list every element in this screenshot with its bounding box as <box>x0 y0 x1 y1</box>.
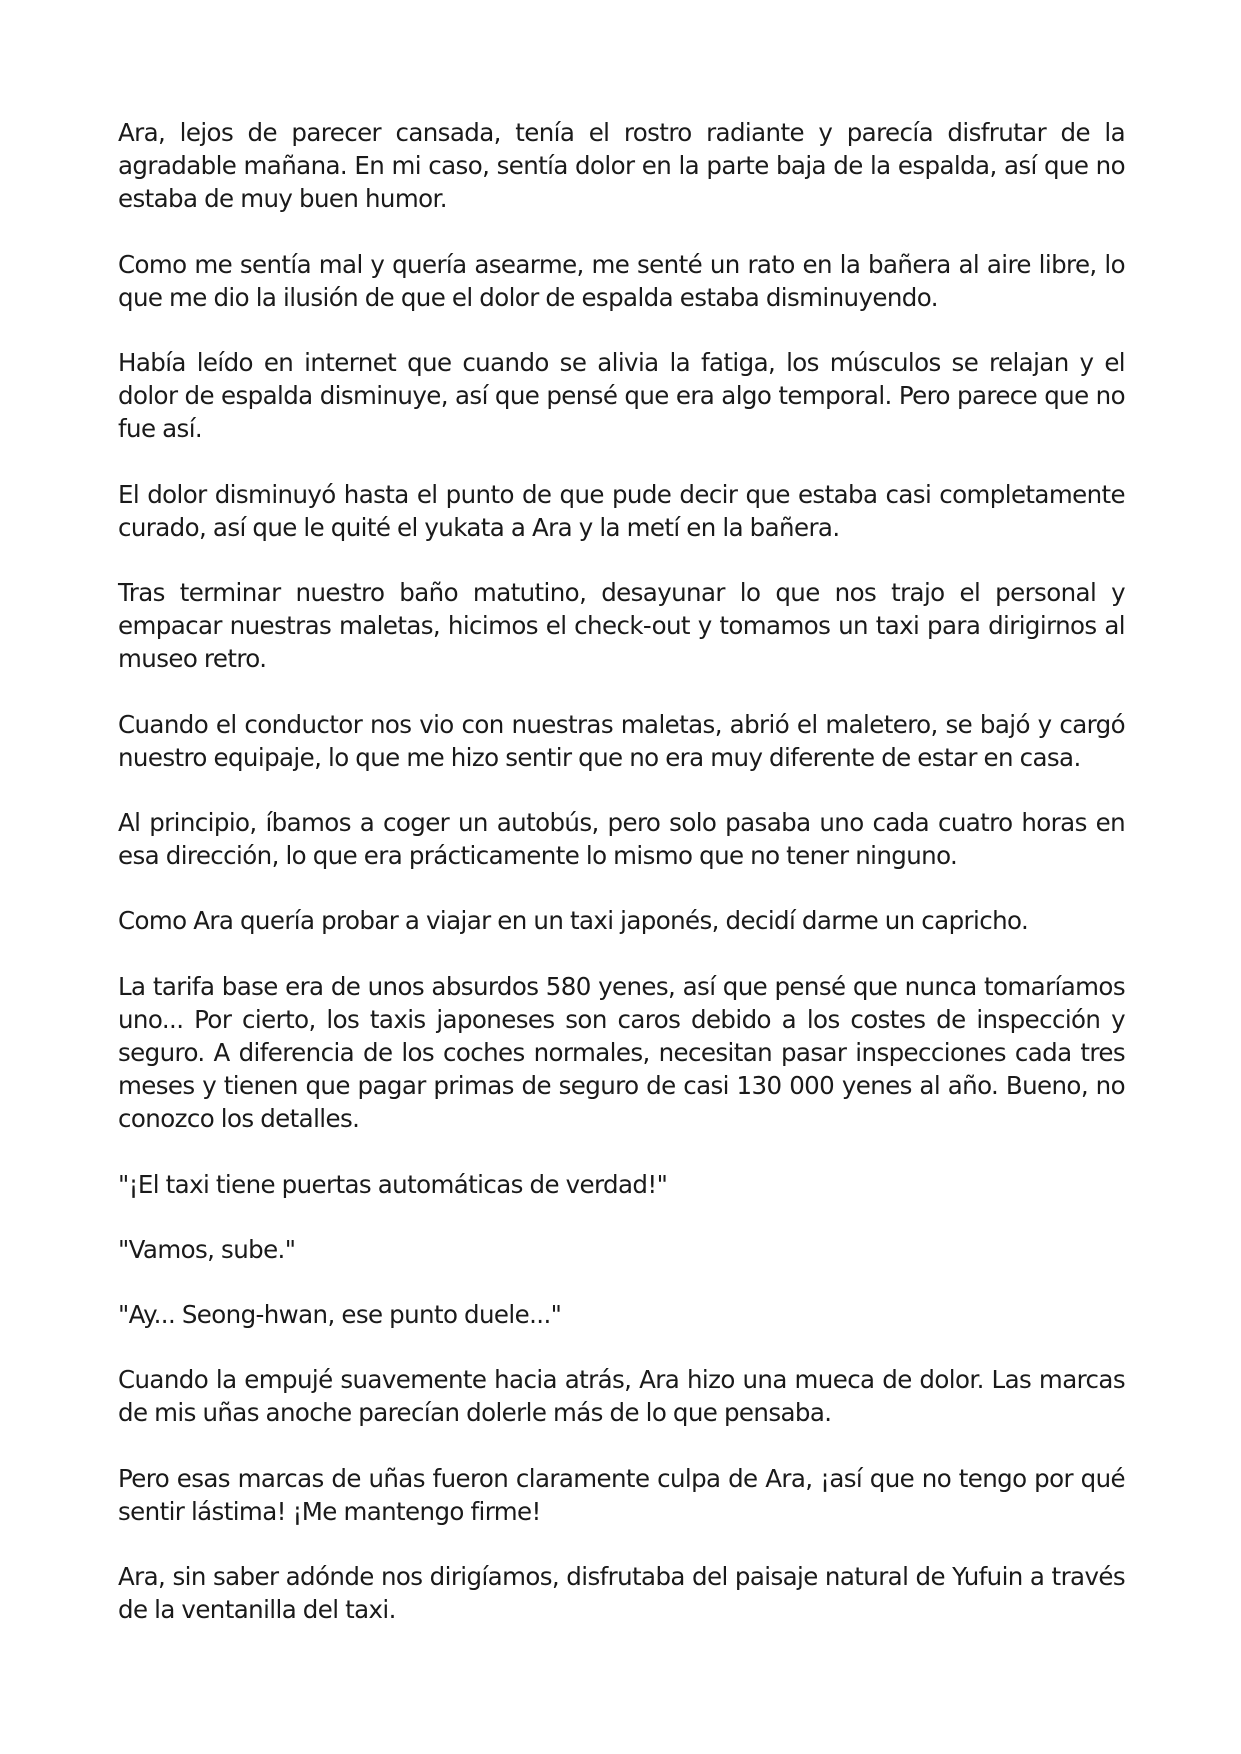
paragraph-5: Tras terminar nuestro baño matutino, desayunar lo que nos trajo el personal y empacar nuestras maletas, hicimos el check-out y tomamos un taxi para dirigirnos al museo retro. <box>118 578 1125 674</box>
dialogue-3: "Ay... Seong-hwan, ese punto duele..." <box>118 1300 562 1330</box>
paragraph-4: El dolor disminuyó hasta el punto de que pude decir que estaba casi completamente curado, así que le quité el yukata a Ara y la metí en la bañera. <box>118 479 1125 542</box>
paragraph-12: Ara, sin saber adónde nos dirigíamos, disfrutaba del paisaje natural de Yufuin a través de la ventanilla del taxi. <box>118 1562 1125 1625</box>
paragraph-3: Había leído en internet que cuando se alivia la fatiga, los músculos se relajan y el dolor de espalda disminuye, así que pensé que era algo temporal. Pero parece que no fue así. <box>118 348 1125 444</box>
paragraph-8: Como Ara quería probar a viajar en un taxi japonés, decidí darme un capricho. <box>118 906 1029 936</box>
paragraph-1: Ara, lejos de parecer cansada, tenía el rostro radiante y parecía disfrutar de la agradable mañana. En mi caso, sentía dolor en la parte baja de la espalda, así que no estaba de muy buen humor. <box>118 118 1125 214</box>
paragraph-9: La tarifa base era de unos absurdos 580 yenes, así que pensé que nunca tomaríamos uno... Por cierto, los taxis japoneses son caros debido a los costes de inspección y seguro. A diferencia de los coches normales, necesitan pasar inspecciones cada tres meses y tienen que pagar primas de seguro de casi 130 000 yenes al año. Bueno, no conozco los detalles. <box>118 971 1125 1134</box>
paragraph-2: Como me sentía mal y quería asearme, me senté un rato en la bañera al aire libre, lo que me dio la ilusión de que el dolor de espalda estaba disminuyendo. <box>118 249 1125 312</box>
paragraph-7: Al principio, íbamos a coger un autobús, pero solo pasaba uno cada cuatro horas en esa dirección, lo que era prácticamente lo mismo que no tener ninguno. <box>118 808 1125 871</box>
paragraph-11: Pero esas marcas de uñas fueron claramente culpa de Ara, ¡así que no tengo por qué sentir lástima! ¡Me mantengo firme! <box>118 1463 1125 1526</box>
paragraph-6: Cuando el conductor nos vio con nuestras maletas, abrió el maletero, se bajó y cargó nuestro equipaje, lo que me hizo sentir que no era muy diferente de estar en casa. <box>118 709 1125 772</box>
dialogue-2: "Vamos, sube." <box>118 1234 296 1264</box>
document-page <box>118 116 1125 1659</box>
dialogue-1: "¡El taxi tiene puertas automáticas de verdad!" <box>118 1169 668 1199</box>
paragraph-10: Cuando la empujé suavemente hacia atrás, Ara hizo una mueca de dolor. Las marcas de mis uñas anoche parecían dolerle más de lo que pensaba. <box>118 1365 1125 1428</box>
